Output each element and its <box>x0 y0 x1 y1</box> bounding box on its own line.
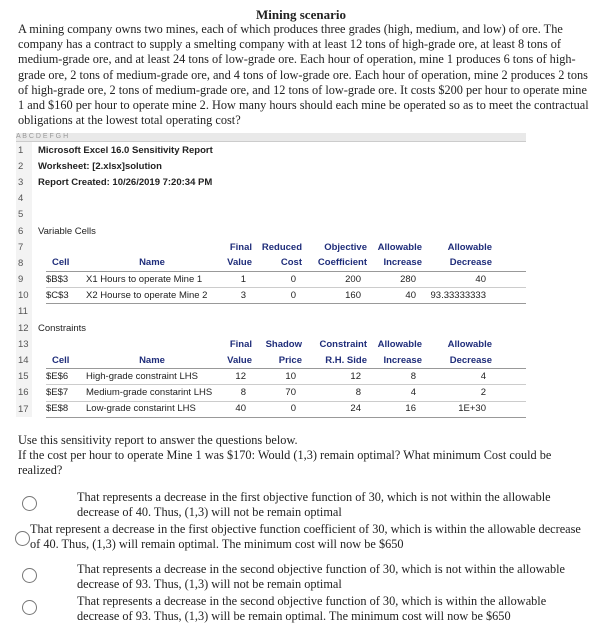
table-cell: $C$3 <box>46 289 69 301</box>
problem-text: A mining company owns two mines, each of which produces three grades (high, medium, and low) of ore. The company has a contract to supply a smelting company with at least 12 tons of high-grade ore, at least 8 tons of medium-grade ore, and at least 24 tons of low-grade ore. Each hour of operation, mine 1 produces 6 tons of high-grade ore, 2 tons of medium-grade ore, and 4 tons of low-grade ore. Each hour of operation, mine 2 produces 2 tons of high-grade ore, 2 tons of medium-grade ore, and 12 tons of low-grade ore. It costs $200 per hour to operate mine 1 and $160 per hour to operate mine 2. How many hours should each mine be operated so as to meet the contractual obligations at the lowest total operating cost? <box>18 22 589 128</box>
column-header: Objective <box>324 241 367 253</box>
table-cell: $E$6 <box>46 370 69 382</box>
table-cell: $E$7 <box>46 386 69 398</box>
column-header: Name <box>139 257 165 269</box>
sheet-row <box>16 174 526 190</box>
sheet-row <box>16 288 526 304</box>
column-header: Decrease <box>449 354 492 366</box>
row-number: 1 <box>16 142 32 158</box>
table-cell: 93.33333333 <box>430 289 486 301</box>
table-cell: 3 <box>240 289 246 301</box>
column-header: Increase <box>383 354 422 366</box>
column-header: Final <box>229 241 252 253</box>
radio-button[interactable] <box>22 600 37 615</box>
table-cell: 0 <box>290 403 296 415</box>
table-cell: 70 <box>285 386 296 398</box>
table-cell: 200 <box>345 273 361 285</box>
row-number: 9 <box>16 272 32 288</box>
table-cell: $E$8 <box>46 403 69 415</box>
sheet-row <box>16 352 526 368</box>
table-cell: 8 <box>355 386 361 398</box>
table-cell: 4 <box>480 370 486 382</box>
row-number: 10 <box>16 288 32 304</box>
table-cell: 280 <box>400 273 416 285</box>
table-cell: 16 <box>405 403 416 415</box>
table-cell: 40 <box>405 289 416 301</box>
row-number: 6 <box>16 223 32 239</box>
report-header-line: Microsoft Excel 16.0 Sensitivity Report <box>38 144 213 156</box>
sheet-row <box>16 158 526 174</box>
table-cell: 1 <box>240 273 246 285</box>
sheet-row <box>16 239 526 255</box>
table-cell: Medium-grade constarint LHS <box>86 386 213 398</box>
column-header: Allowable <box>447 338 492 350</box>
column-header: Constraint <box>319 338 367 350</box>
column-header: Cell <box>52 257 70 269</box>
report-header-line: Worksheet: [2.xlsx]solution <box>38 160 162 172</box>
radio-button[interactable] <box>15 531 30 546</box>
sheet-row <box>16 369 526 385</box>
column-header: Value <box>227 257 252 269</box>
table-cell: 4 <box>410 386 416 398</box>
row-number: 7 <box>16 239 32 255</box>
column-header: Reduced <box>261 241 302 253</box>
row-number: 5 <box>16 207 32 223</box>
table-cell: High-grade constraint LHS <box>86 370 198 382</box>
sheet-row <box>16 207 526 223</box>
sheet-row <box>16 142 526 158</box>
row-number: 13 <box>16 336 32 352</box>
table-cell: 8 <box>240 386 246 398</box>
section-title: Constraints <box>38 322 87 334</box>
question-text: If the cost per hour to operate Mine 1 was $170: Would (1,3) remain optimal? What minimum Cost could be realized? <box>18 448 552 477</box>
table-cell: 10 <box>285 370 296 382</box>
row-number: 12 <box>16 320 32 336</box>
sheet-row <box>16 401 526 417</box>
row-number: 4 <box>16 191 32 207</box>
table-cell: $B$3 <box>46 273 69 285</box>
row-number: 3 <box>16 174 32 190</box>
column-header: Final <box>229 338 252 350</box>
sheet-row <box>16 255 526 271</box>
report-header-line: Report Created: 10/26/2019 7:20:34 PM <box>38 176 213 188</box>
table-cell: 0 <box>290 289 296 301</box>
column-header: Decrease <box>449 257 492 269</box>
question <box>18 433 588 478</box>
column-header: Increase <box>383 257 422 269</box>
table-cell: 2 <box>480 386 486 398</box>
table-cell: 24 <box>350 403 361 415</box>
table-cell: 12 <box>350 370 361 382</box>
column-header: Cell <box>52 354 70 366</box>
table-cell: X1 Hours to operate Mine 1 <box>86 273 203 285</box>
table-cell: Low-grade constarint LHS <box>86 403 196 415</box>
column-header: Cost <box>280 257 302 269</box>
sheet-row <box>16 191 526 207</box>
column-header: Allowable <box>377 338 422 350</box>
row-number: 8 <box>16 255 32 271</box>
table-cell: 0 <box>290 273 296 285</box>
sheet-row <box>16 223 526 239</box>
sheet-row <box>16 336 526 352</box>
column-header: Value <box>227 354 252 366</box>
column-headers: A B C D E F G H <box>16 133 526 142</box>
sheet-row <box>16 385 526 401</box>
column-header: Allowable <box>377 241 422 253</box>
question-intro: Use this sensitivity report to answer the questions below. <box>18 433 298 447</box>
row-number: 17 <box>16 401 32 417</box>
row-number: 11 <box>16 304 32 320</box>
table-cell: 160 <box>345 289 361 301</box>
sheet-row <box>16 304 526 320</box>
table-cell: 40 <box>235 403 246 415</box>
row-number: 16 <box>16 385 32 401</box>
table-cell: 1E+30 <box>458 403 486 415</box>
sensitivity-report-image <box>16 133 526 425</box>
column-header: R.H. Side <box>325 354 367 366</box>
row-number: 14 <box>16 352 32 368</box>
column-header: Shadow <box>265 338 302 350</box>
table-cell: 40 <box>475 273 486 285</box>
table-cell: 8 <box>410 370 416 382</box>
column-header: Price <box>278 354 302 366</box>
radio-button[interactable] <box>22 496 37 511</box>
section-title: Variable Cells <box>38 225 96 237</box>
column-header: Name <box>139 354 165 366</box>
row-number: 15 <box>16 369 32 385</box>
table-cell: X2 Hourse to operate Mine 2 <box>86 289 208 301</box>
column-header: Allowable <box>447 241 492 253</box>
page-title: Mining scenario <box>256 7 346 22</box>
sheet-row <box>16 320 526 336</box>
row-number: 2 <box>16 158 32 174</box>
sheet-row <box>16 272 526 288</box>
radio-button[interactable] <box>22 568 37 583</box>
column-header: Coefficient <box>317 257 367 269</box>
table-cell: 12 <box>235 370 246 382</box>
